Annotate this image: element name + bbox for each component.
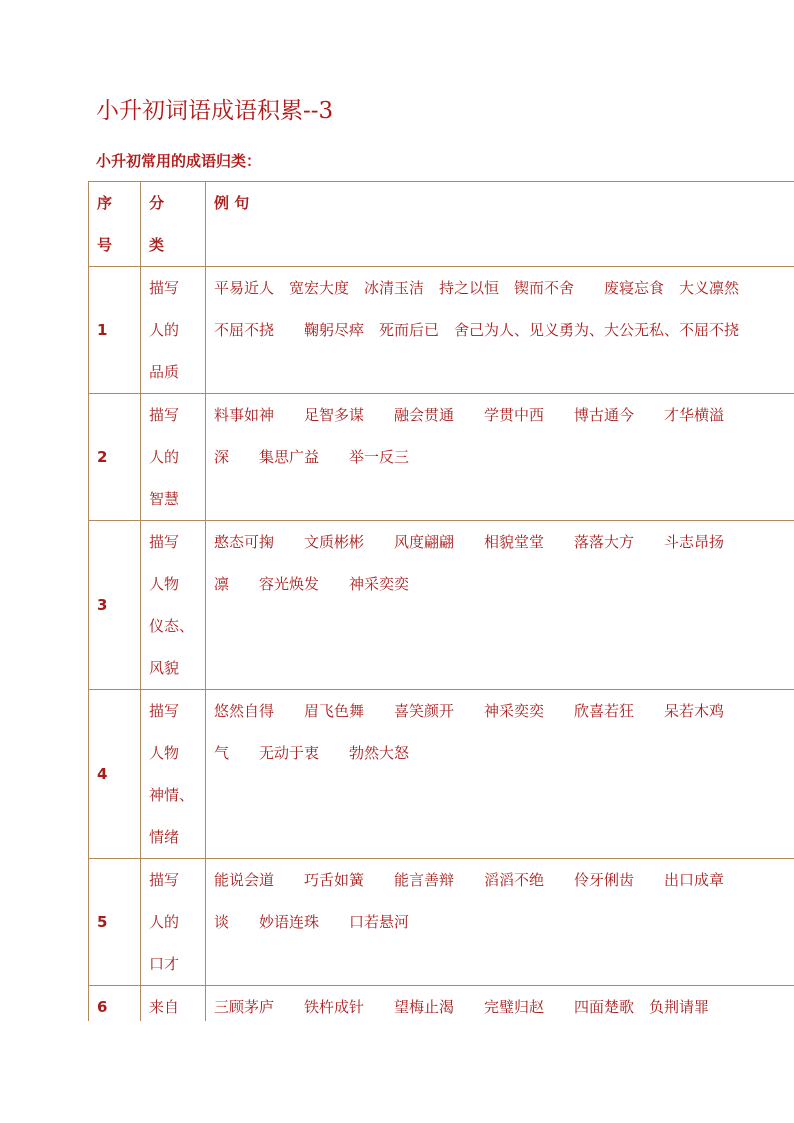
category-line: 口才 [149,955,180,973]
header-number-line: 序 [97,194,113,212]
category-line: 人的 [149,913,180,931]
row-examples [206,986,794,1022]
header-example-line: 例 句 [214,194,250,212]
category-line: 神情、 [149,786,195,804]
table-row [89,521,794,690]
category-line: 情绪 [149,828,180,846]
row-number: 3 [89,521,141,690]
row-examples [206,521,794,690]
category-line: 来自 [149,998,180,1016]
category-line: 人的 [149,448,180,466]
header-category [141,182,206,267]
category-line: 品质 [149,363,180,381]
example-line: 凛 容光焕发 神采奕奕 [214,575,410,593]
row-category [141,859,206,986]
category-line: 人物 [149,744,180,762]
category-line: 智慧 [149,490,180,508]
example-line: 料事如神 足智多谋 融会贯通 学贯中西 博古通今 才华横溢 [214,406,725,424]
category-line: 风貌 [149,659,180,677]
table-row [89,394,794,521]
row-examples [206,690,794,859]
header-example [206,182,794,267]
idiom-table [88,181,794,1021]
row-number: 2 [89,394,141,521]
row-examples [206,394,794,521]
table-header-row [89,182,794,267]
example-line: 三顾茅庐 铁杵成针 望梅止渴 完璧归赵 四面楚歌 负荆请罪 [214,998,710,1016]
category-line: 人物 [149,575,180,593]
category-line: 描写 [149,406,180,424]
row-number: 6 [89,986,141,1022]
table-row [89,986,794,1022]
table-row [89,267,794,394]
example-line: 谈 妙语连珠 口若悬河 [214,913,410,931]
example-line: 能说会道 巧舌如簧 能言善辩 滔滔不绝 伶牙俐齿 出口成章 [214,871,725,889]
category-line: 描写 [149,279,180,297]
header-category-line: 类 [149,236,165,254]
row-category [141,690,206,859]
table-row [89,859,794,986]
row-examples [206,267,794,394]
example-line: 深 集思广益 举一反三 [214,448,410,466]
row-category [141,394,206,521]
row-category [141,986,206,1022]
example-line: 悠然自得 眉飞色舞 喜笑颜开 神采奕奕 欣喜若狂 呆若木鸡 [214,702,725,720]
example-line: 气 无动于衷 勃然大怒 [214,744,410,762]
row-number: 5 [89,859,141,986]
category-line: 描写 [149,871,180,889]
table-row [89,690,794,859]
row-category [141,267,206,394]
idiom-table-container [88,181,794,1021]
row-category [141,521,206,690]
row-number: 4 [89,690,141,859]
example-line: 憨态可掬 文质彬彬 风度翩翩 相貌堂堂 落落大方 斗志昂扬 [214,533,725,551]
page-title: 小升初词语成语积累--3 [96,98,334,124]
category-line: 人的 [149,321,180,339]
row-examples [206,859,794,986]
category-line: 描写 [149,702,180,720]
category-line: 描写 [149,533,180,551]
row-number: 1 [89,267,141,394]
header-number-line: 号 [97,236,113,254]
header-number [89,182,141,267]
header-category-line: 分 [149,194,165,212]
example-line: 平易近人 宽宏大度 冰清玉洁 持之以恒 锲而不舍 废寝忘食 大义凛然 [214,279,740,297]
category-line: 仪态、 [149,617,195,635]
example-line: 不屈不挠 鞠躬尽瘁 死而后已 舍己为人、见义勇为、大公无私、不屈不挠 [214,321,740,339]
section-subtitle: 小升初常用的成语归类： [96,152,262,170]
